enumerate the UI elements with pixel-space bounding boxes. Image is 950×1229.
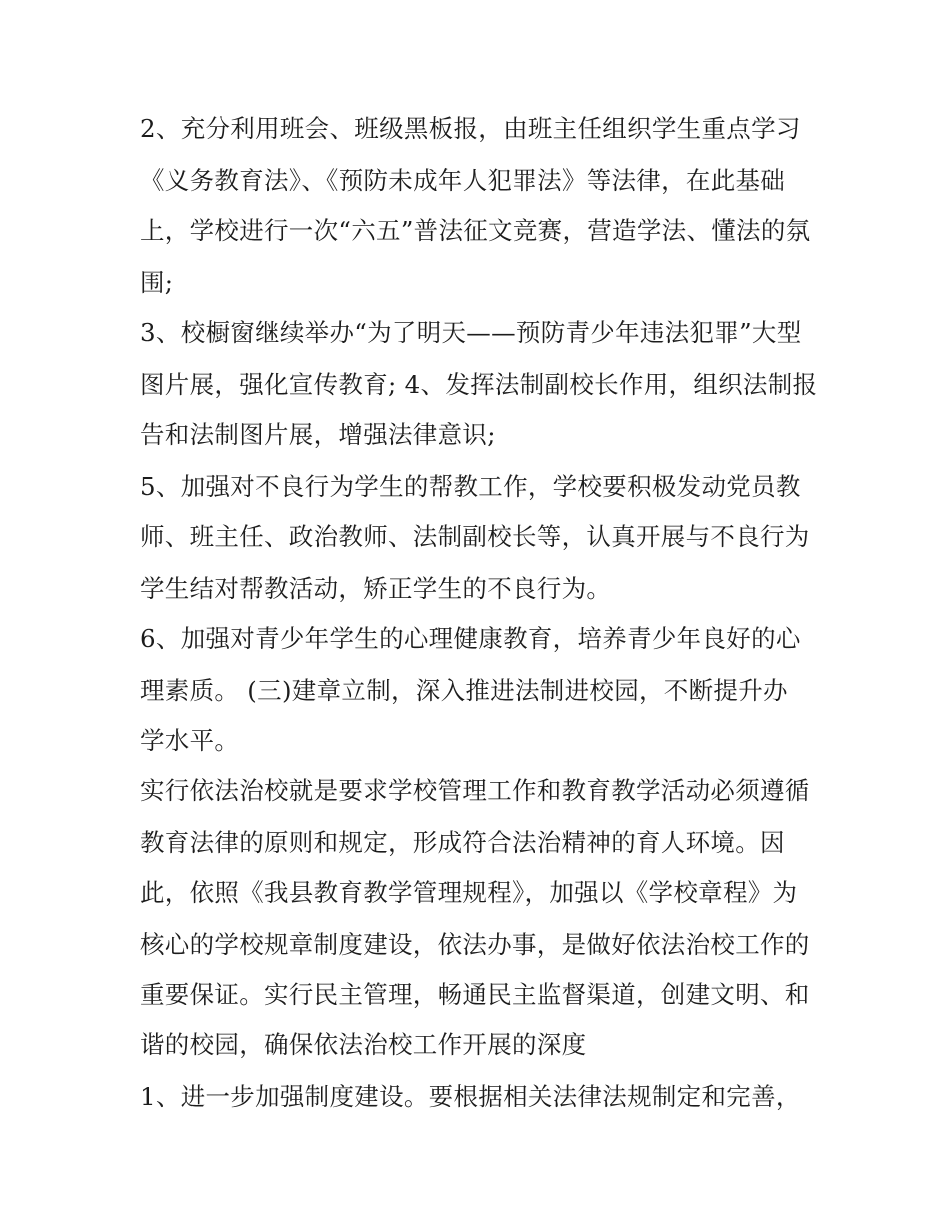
text-line: 谐的校园，确保依法治校工作开展的深度 — [140, 1030, 587, 1059]
text-line: 告和法制图片展，增强法律意识; — [140, 420, 496, 449]
text-line: 上，学校进行一次“六五”普法征文竞赛，营造学法、懂法的氛 — [140, 216, 811, 245]
text-line: 围; — [140, 268, 174, 297]
text-line: 核心的学校规章制度建设，依法办事，是做好依法治校工作的 — [140, 930, 810, 959]
text-line: 6、加强对青少年学生的心理健康教育，培养青少年良好的心 — [140, 624, 801, 653]
text-line: 教育法律的原则和规定，形成符合法治精神的育人环境。因 — [140, 828, 785, 857]
text-line: 3、校橱窗继续举办“为了明天——预防青少年违法犯罪”大型 — [140, 318, 802, 347]
text-line: 2、充分利用班会、班级黑板报，由班主任组织学生重点学习 — [140, 114, 801, 143]
text-line: 实行依法治校就是要求学校管理工作和教育教学活动必须遵循 — [140, 776, 810, 805]
text-line: 1、进一步加强制度建设。要根据相关法律法规制定和完善， — [140, 1082, 801, 1111]
text-line: 图片展，强化宣传教育; 4、发挥法制副校长作用，组织法制报 — [140, 370, 818, 399]
text-line: 学生结对帮教活动，矫正学生的不良行为。 — [140, 574, 612, 603]
text-line: 5、加强对不良行为学生的帮教工作，学校要积极发动党员教 — [140, 472, 801, 501]
text-line: 此，依照《我县教育教学管理规程》，加强以《学校章程》为 — [140, 878, 798, 907]
text-line: 学水平。 — [140, 726, 240, 755]
text-line: 重要保证。实行民主管理，畅通民主监督渠道，创建文明、和 — [140, 980, 810, 1009]
text-line: 师、班主任、政治教师、法制副校长等，认真开展与不良行为 — [140, 522, 810, 551]
text-line: 《义务教育法》、《预防未成年人犯罪法》等法律，在此基础 — [140, 166, 786, 195]
text-line: 理素质。 (三)建章立制，深入推进法制进校园，不断提升办 — [140, 676, 788, 705]
